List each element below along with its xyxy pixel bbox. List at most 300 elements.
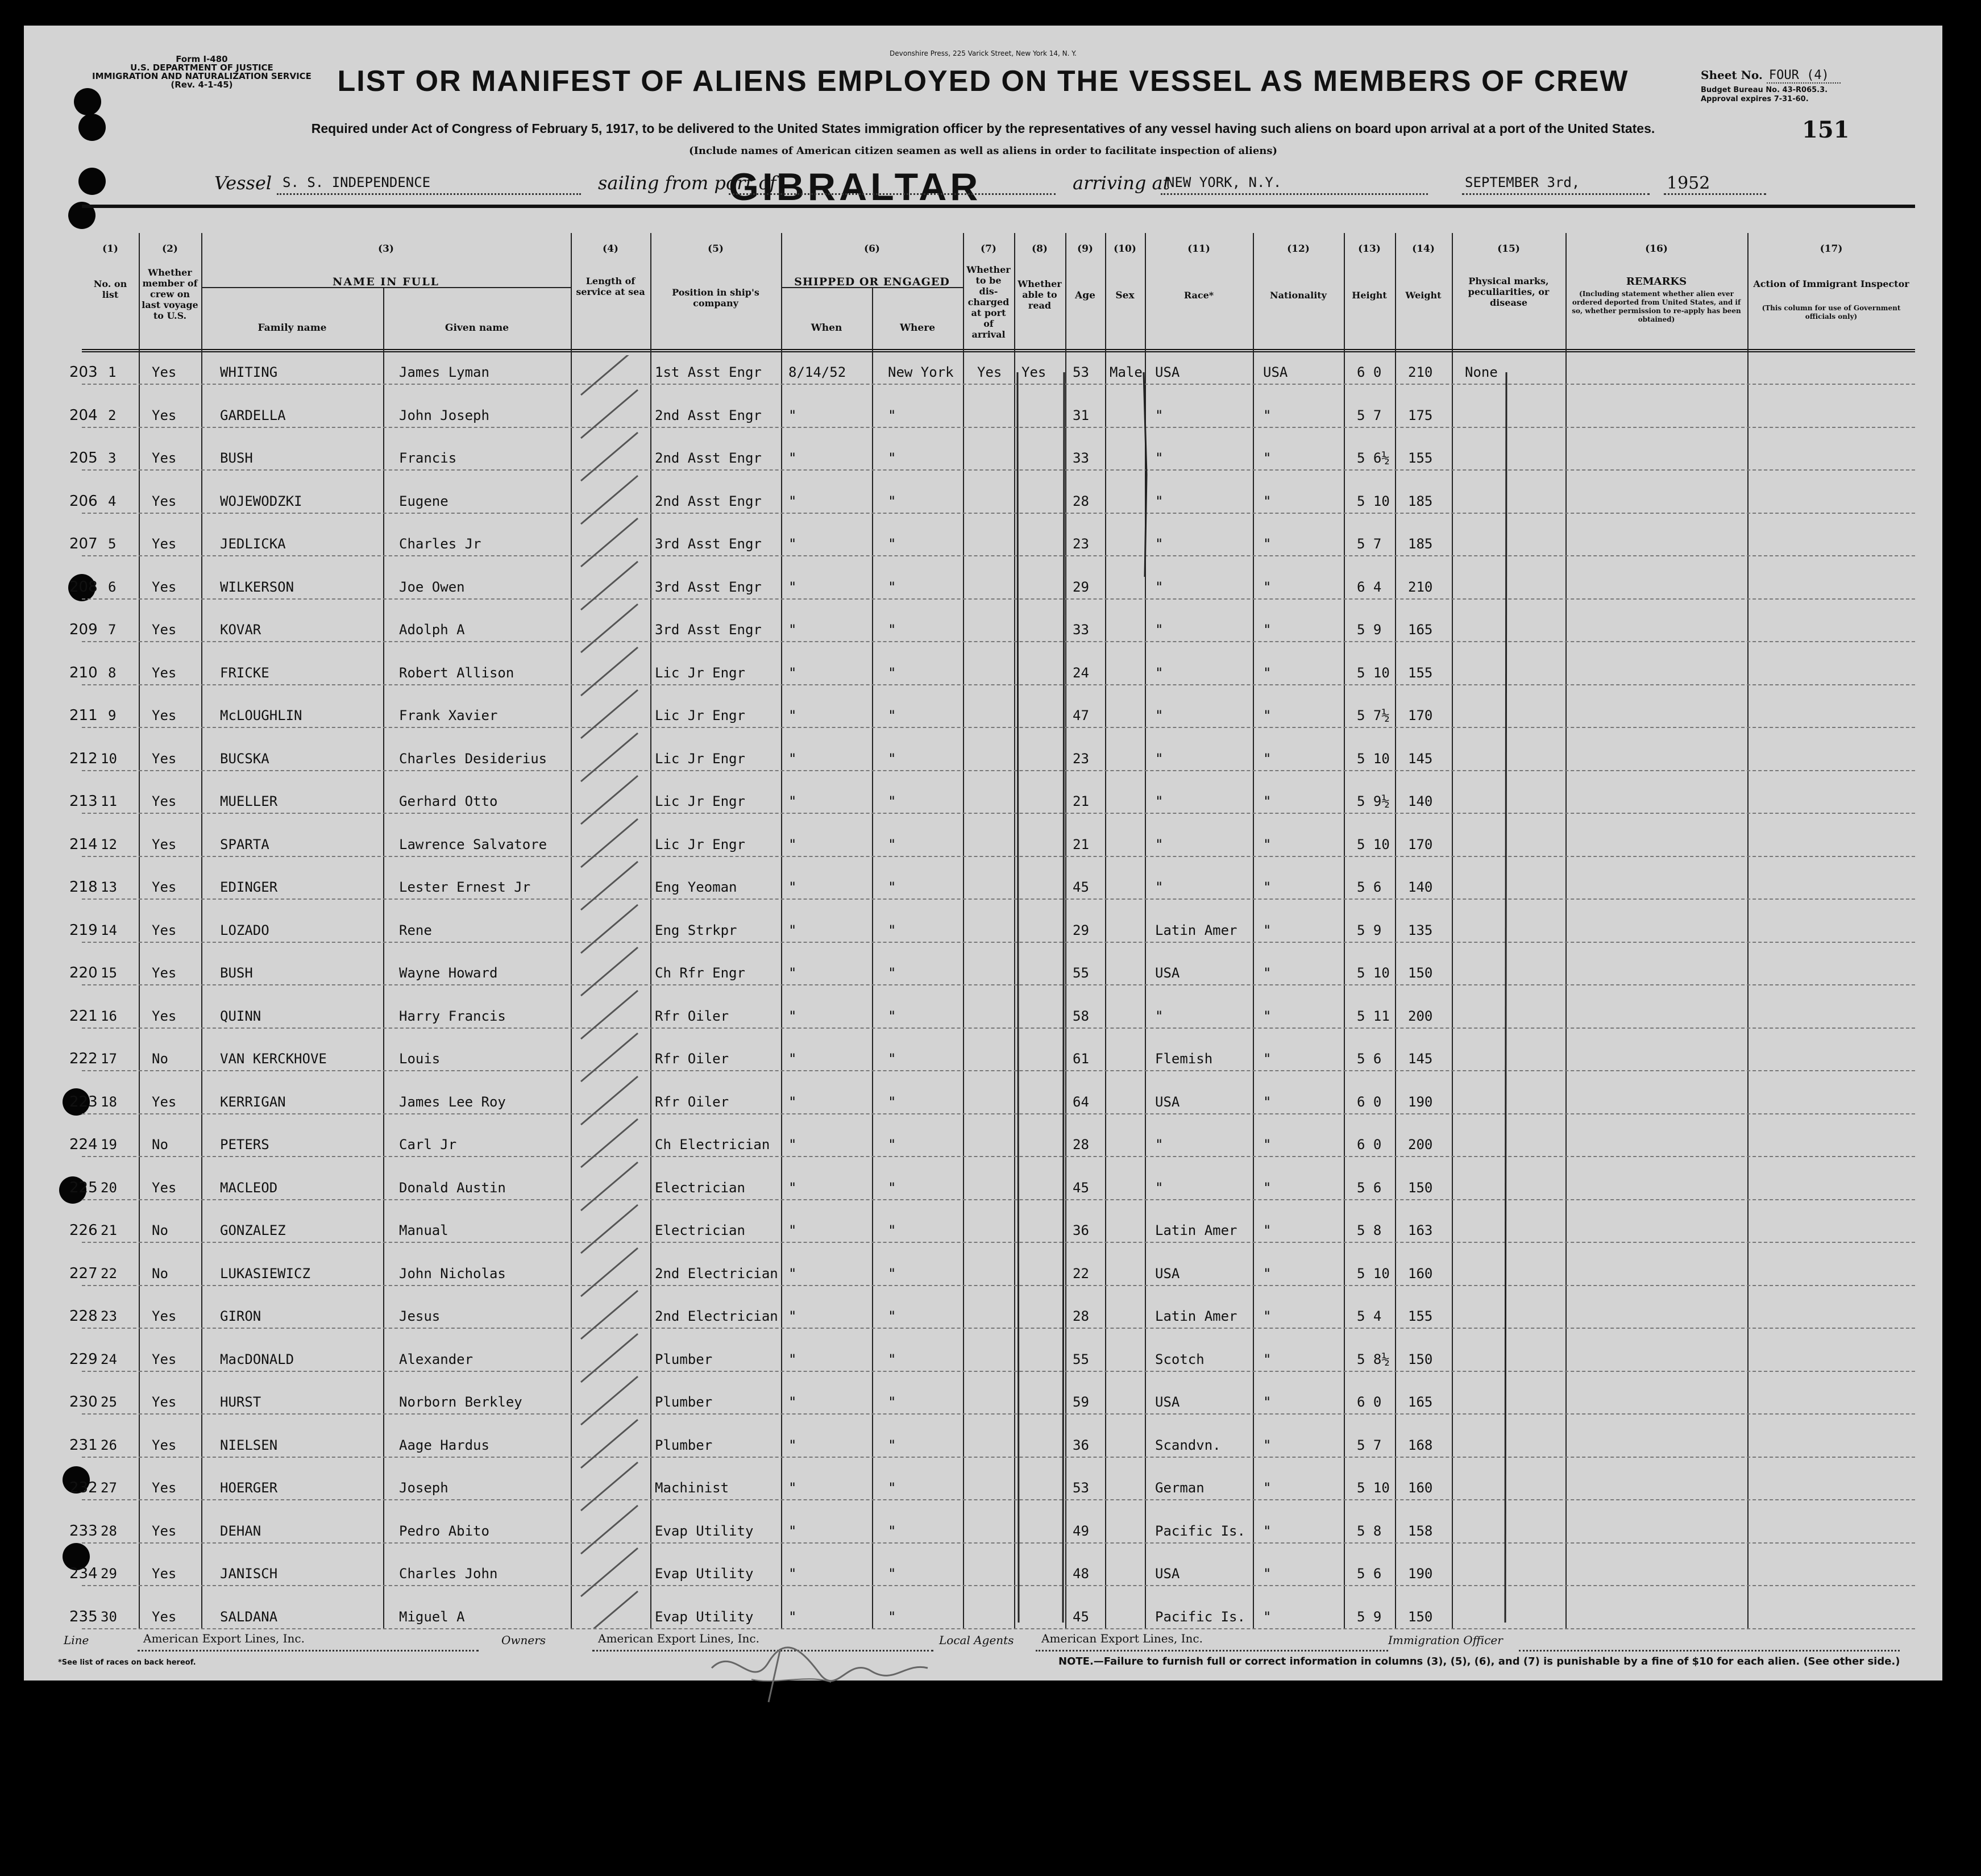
given-name: Robert Allison	[399, 665, 514, 681]
position: 3rd Asst Engr	[655, 579, 762, 595]
race: USA	[1155, 1394, 1180, 1410]
nationality: "	[1263, 407, 1272, 423]
age: 28	[1073, 1308, 1089, 1324]
race: Latin Amer	[1155, 1222, 1237, 1238]
column-number: (6)	[864, 243, 880, 255]
weight: 165	[1408, 1394, 1433, 1410]
race: "	[1155, 879, 1164, 895]
list-number: 14	[101, 922, 117, 938]
family-name: GONZALEZ	[220, 1222, 286, 1238]
height: 5 6	[1357, 1566, 1382, 1582]
shipped-date: "	[788, 536, 797, 552]
column-header-action-note: (This column for use of Government officials only)	[1762, 304, 1901, 321]
family-name: GIRON	[220, 1308, 261, 1324]
column-header-when: When	[811, 322, 842, 334]
list-number: 3	[108, 450, 117, 466]
nationality: "	[1263, 1566, 1272, 1582]
crew-status: Yes	[152, 1180, 177, 1196]
crew-status: Yes	[152, 837, 177, 852]
given-name: Francis	[399, 450, 457, 466]
shipped-date: "	[788, 1566, 797, 1582]
agents-label: Local Agents	[939, 1633, 1014, 1647]
vessel-name: S. S. INDEPENDENCE	[283, 174, 431, 190]
list-number: 24	[101, 1351, 117, 1367]
age: 21	[1073, 793, 1089, 809]
serial-number: 205	[69, 450, 98, 467]
position: Rfr Oiler	[655, 1051, 729, 1067]
height: 5 8	[1357, 1523, 1382, 1539]
weight: 185	[1408, 493, 1433, 509]
column-header-h2: Whether member of crew on last voyage to U.S.	[142, 267, 198, 321]
race: Flemish	[1155, 1051, 1213, 1067]
height: 6 0	[1357, 364, 1382, 380]
height: 5 7	[1357, 536, 1382, 552]
weight: 210	[1408, 579, 1433, 595]
crew-status: Yes	[152, 793, 177, 809]
include-note: (Include names of American citizen seamen as well as aliens in order to facilitate inspection of aliens)	[688, 145, 1278, 157]
owners-label: Owners	[501, 1633, 546, 1647]
race: Pacific Is.	[1155, 1609, 1245, 1625]
list-number: 11	[101, 793, 117, 809]
serial-number: 218	[69, 879, 98, 896]
shipped-where: "	[888, 1137, 896, 1153]
shipped-where: "	[888, 1566, 896, 1582]
weight: 210	[1408, 364, 1433, 380]
weight: 200	[1408, 1137, 1433, 1153]
shipped-date: "	[788, 1437, 797, 1453]
position: 2nd Electrician	[655, 1266, 778, 1282]
crew-status: Yes	[152, 1394, 177, 1410]
shipped-where: "	[888, 1180, 896, 1196]
serial-number: 234	[69, 1565, 98, 1582]
nationality: "	[1263, 536, 1272, 552]
family-name: NIELSEN	[220, 1437, 278, 1453]
height: 6 0	[1357, 1094, 1382, 1110]
position: Plumber	[655, 1351, 713, 1367]
crew-status: Yes	[152, 751, 177, 767]
race: "	[1155, 579, 1164, 595]
family-name: SALDANA	[220, 1609, 278, 1625]
crew-status: Yes	[152, 1609, 177, 1625]
column-number: (4)	[603, 243, 618, 255]
age: 55	[1073, 965, 1089, 981]
list-number: 15	[101, 965, 117, 981]
age: 24	[1073, 665, 1089, 681]
shipped-date: "	[788, 1051, 797, 1067]
age: 45	[1073, 879, 1089, 895]
age: 22	[1073, 1266, 1089, 1282]
service-name: IMMIGRATION AND NATURALIZATION SERVICE	[92, 71, 312, 81]
position: Lic Jr Engr	[655, 837, 745, 852]
race: "	[1155, 493, 1164, 509]
nationality: "	[1263, 1137, 1272, 1153]
weight: 163	[1408, 1222, 1433, 1238]
serial-number: 224	[69, 1136, 98, 1153]
serial-number: 212	[69, 750, 98, 767]
column-number: (5)	[708, 243, 724, 255]
nationality: "	[1263, 622, 1272, 638]
arrival-port: NEW YORK, N.Y.	[1166, 174, 1282, 190]
list-number: 29	[101, 1566, 117, 1582]
position: Electrician	[655, 1222, 745, 1238]
column-header-action: Action of Immigrant Inspector	[1753, 278, 1909, 289]
family-name: LUKASIEWICZ	[220, 1266, 310, 1282]
column-number: (13)	[1358, 243, 1381, 255]
family-name: MUELLER	[220, 793, 278, 809]
given-name: Gerhard Otto	[399, 793, 498, 809]
list-number: 28	[101, 1523, 117, 1539]
weight: 190	[1408, 1566, 1433, 1582]
given-name: James Lee Roy	[399, 1094, 506, 1110]
shipped-date: "	[788, 493, 797, 509]
given-name: John Nicholas	[399, 1266, 506, 1282]
nationality: "	[1263, 793, 1272, 809]
family-name: KERRIGAN	[220, 1094, 286, 1110]
family-name: FRICKE	[220, 665, 269, 681]
position: Machinist	[655, 1480, 729, 1496]
page-number: 151	[1802, 117, 1850, 143]
column-header-h8: Whether able to read	[1018, 278, 1062, 311]
shipped-date: "	[788, 665, 797, 681]
position: Eng Yeoman	[655, 879, 737, 895]
column-number: (9)	[1077, 243, 1093, 255]
age: 45	[1073, 1180, 1089, 1196]
given-name: Donald Austin	[399, 1180, 506, 1196]
position: 1st Asst Engr	[655, 364, 762, 380]
serial-number: 209	[69, 621, 98, 638]
list-number: 7	[108, 622, 117, 638]
column-header-remarks: REMARKS	[1626, 276, 1687, 288]
crew-status: No	[152, 1266, 168, 1282]
form-number: Form I-480	[176, 54, 228, 64]
height: 5 10	[1357, 837, 1390, 852]
column-number: (10)	[1114, 243, 1136, 255]
height: 5 7	[1357, 407, 1382, 423]
sailing-label: sailing from port of	[598, 172, 776, 194]
list-number: 30	[101, 1609, 117, 1625]
crew-status: Yes	[152, 450, 177, 466]
able-to-read: Yes	[1021, 364, 1046, 380]
shipped-date: "	[788, 579, 797, 595]
given-name: James Lyman	[399, 364, 489, 380]
height: 5 9	[1357, 622, 1382, 638]
serial-number: 206	[69, 493, 98, 510]
shipped-date: "	[788, 407, 797, 423]
serial-number: 225	[69, 1179, 98, 1196]
given-name: Frank Xavier	[399, 708, 498, 723]
pencil-marks	[570, 355, 666, 1628]
nationality: "	[1263, 1308, 1272, 1324]
owners-value: American Export Lines, Inc.	[598, 1632, 759, 1645]
column-header-h7: Whether to be dis-charged at port of arrival	[966, 264, 1011, 340]
nationality: "	[1263, 1351, 1272, 1367]
height: 5 9	[1357, 922, 1382, 938]
shipped-where: "	[888, 622, 896, 638]
list-number: 21	[101, 1222, 117, 1238]
race: "	[1155, 622, 1164, 638]
family-name: JANISCH	[220, 1566, 278, 1582]
serial-number: 230	[69, 1394, 98, 1411]
shipped-where: "	[888, 879, 896, 895]
nationality: "	[1263, 1394, 1272, 1410]
race: "	[1155, 837, 1164, 852]
shipped-date: "	[788, 1266, 797, 1282]
family-name: GARDELLA	[220, 407, 286, 423]
height: 5 7	[1357, 1437, 1382, 1453]
height: 5 6	[1357, 1051, 1382, 1067]
ditto-lines	[979, 372, 1178, 1628]
crew-status: Yes	[152, 1094, 177, 1110]
shipped-where: "	[888, 793, 896, 809]
shipped-date: "	[788, 879, 797, 895]
age: 59	[1073, 1394, 1089, 1410]
revision-date: (Rev. 4-1-45)	[171, 80, 233, 90]
shipped-where: "	[888, 1008, 896, 1024]
nationality: "	[1263, 579, 1272, 595]
shipped-where: "	[888, 965, 896, 981]
height: 5 6	[1357, 879, 1382, 895]
race: "	[1155, 407, 1164, 423]
age: 31	[1073, 407, 1089, 423]
position: Plumber	[655, 1394, 713, 1410]
position: 2nd Electrician	[655, 1308, 778, 1324]
age: 58	[1073, 1008, 1089, 1024]
height: 5 8½	[1357, 1351, 1390, 1367]
shipped-date: "	[788, 1180, 797, 1196]
list-number: 27	[101, 1480, 117, 1496]
list-number: 26	[101, 1437, 117, 1453]
column-header-where: Where	[899, 322, 936, 334]
shipped-date: "	[788, 922, 797, 938]
position: Lic Jr Engr	[655, 751, 745, 767]
weight: 155	[1408, 1308, 1433, 1324]
nationality: "	[1263, 1609, 1272, 1625]
age: 29	[1073, 579, 1089, 595]
race: "	[1155, 708, 1164, 723]
nationality: "	[1263, 1051, 1272, 1067]
height: 5 10	[1357, 751, 1390, 767]
race: USA	[1155, 1566, 1180, 1582]
position: Lic Jr Engr	[655, 793, 745, 809]
shipped-date: "	[788, 965, 797, 981]
page-title: LIST OR MANIFEST OF ALIENS EMPLOYED ON THE VESSEL AS MEMBERS OF CREW	[337, 65, 1629, 98]
sex: Male	[1110, 364, 1143, 380]
age: 55	[1073, 1351, 1089, 1367]
nationality: "	[1263, 1180, 1272, 1196]
crew-status: Yes	[152, 1308, 177, 1324]
given-name: Charles Desiderius	[399, 751, 547, 767]
race: German	[1155, 1480, 1205, 1496]
given-name: Aage Hardus	[399, 1437, 489, 1453]
weight: 200	[1408, 1008, 1433, 1024]
given-name: Charles Jr	[399, 536, 481, 552]
header-divider	[201, 287, 571, 288]
column-number: (17)	[1820, 243, 1843, 255]
column-header-remarks-note: (Including statement whether alien ever ordered deported from United States, and if so, whether permission to re-apply has been obtained)	[1572, 290, 1741, 323]
weight: 140	[1408, 793, 1433, 809]
serial-number: 210	[69, 664, 98, 681]
column-number: (3)	[378, 243, 394, 255]
height: 5 8	[1357, 1222, 1382, 1238]
printer-line: Devonshire Press, 225 Varick Street, New York 14, N. Y.	[890, 49, 1077, 57]
serial-number: 231	[69, 1437, 98, 1454]
family-name: BUSH	[220, 450, 253, 466]
column-header-given-name: Given name	[445, 322, 509, 334]
given-name: Wayne Howard	[399, 965, 498, 981]
position: 2nd Asst Engr	[655, 493, 762, 509]
crew-status: Yes	[152, 708, 177, 723]
family-name: EDINGER	[220, 879, 278, 895]
shipped-where: "	[888, 1051, 896, 1067]
shipped-date: "	[788, 1609, 797, 1625]
race: "	[1155, 1180, 1164, 1196]
serial-number: 214	[69, 836, 98, 853]
weight: 168	[1408, 1437, 1433, 1453]
list-number: 17	[101, 1051, 117, 1067]
weight: 175	[1408, 407, 1433, 423]
shipped-date: "	[788, 793, 797, 809]
weight: 135	[1408, 922, 1433, 938]
column-number: (15)	[1497, 243, 1520, 255]
height: 5 10	[1357, 965, 1390, 981]
manifest-sheet	[24, 26, 1942, 1681]
age: 21	[1073, 837, 1089, 852]
shipped-where: "	[888, 1351, 896, 1367]
race: USA	[1155, 965, 1180, 981]
shipped-where: "	[888, 708, 896, 723]
height: 5 7½	[1357, 708, 1390, 723]
list-number: 12	[101, 837, 117, 852]
nationality: "	[1263, 1094, 1272, 1110]
officer-label: Immigration Officer	[1388, 1633, 1503, 1647]
departure-port: GIBRALTAR	[729, 165, 982, 209]
shipped-date: "	[788, 622, 797, 638]
column-header-h12: Nationality	[1270, 290, 1327, 301]
position: Ch Electrician	[655, 1137, 770, 1153]
crew-status: Yes	[152, 1566, 177, 1582]
nationality: "	[1263, 1437, 1272, 1453]
column-header-family-name: Family name	[258, 322, 327, 334]
family-name: PETERS	[220, 1137, 269, 1153]
shipped-date: "	[788, 708, 797, 723]
crew-status: Yes	[152, 407, 177, 423]
given-name: Alexander	[399, 1351, 474, 1367]
weight: 170	[1408, 708, 1433, 723]
list-number: 22	[101, 1266, 117, 1282]
given-name: Lawrence Salvatore	[399, 837, 547, 852]
punch-hole	[78, 168, 106, 195]
family-name: VAN KERCKHOVE	[220, 1051, 327, 1067]
height: 6 0	[1357, 1137, 1382, 1153]
shipped-where: "	[888, 493, 896, 509]
weight: 190	[1408, 1094, 1433, 1110]
family-name: WILKERSON	[220, 579, 294, 595]
nationality: "	[1263, 879, 1272, 895]
shipped-date: "	[788, 450, 797, 466]
nationality: "	[1263, 450, 1272, 466]
shipped-where: "	[888, 1394, 896, 1410]
height: 5 6½	[1357, 450, 1390, 466]
shipped-where: "	[888, 1308, 896, 1324]
age: 28	[1073, 493, 1089, 509]
crew-status: Yes	[152, 965, 177, 981]
nationality: "	[1263, 493, 1272, 509]
vessel-label: Vessel	[214, 172, 272, 194]
age: 33	[1073, 450, 1089, 466]
column-number: (14)	[1412, 243, 1435, 255]
column-header-h5: Position in ship's company	[672, 287, 759, 309]
race-footnote: *See list of races on back hereof.	[58, 1658, 196, 1667]
family-name: BUSH	[220, 965, 253, 981]
list-number: 19	[101, 1137, 117, 1153]
column-number: (1)	[102, 243, 118, 255]
age: 36	[1073, 1222, 1089, 1238]
position: 3rd Asst Engr	[655, 622, 762, 638]
column-number: (11)	[1187, 243, 1210, 255]
list-number: 6	[108, 579, 117, 595]
race: Scandvn.	[1155, 1437, 1221, 1453]
budget-info	[1701, 86, 1828, 104]
column-number: (16)	[1645, 243, 1668, 255]
weight: 150	[1408, 1180, 1433, 1196]
department-name: U.S. DEPARTMENT OF JUSTICE	[130, 63, 273, 73]
age: 53	[1073, 364, 1089, 380]
shipped-where: "	[888, 1266, 896, 1282]
signature	[700, 1640, 939, 1708]
age: 33	[1073, 622, 1089, 638]
shipped-where: "	[888, 665, 896, 681]
weight: 150	[1408, 965, 1433, 981]
crew-status: Yes	[152, 922, 177, 938]
height: 5 9	[1357, 1609, 1382, 1625]
position: Plumber	[655, 1437, 713, 1453]
shipped-where: "	[888, 1094, 896, 1110]
list-number: 16	[101, 1008, 117, 1024]
ditto-line-marks	[1479, 372, 1525, 1628]
row-rule	[82, 1628, 1915, 1629]
height: 5 10	[1357, 665, 1390, 681]
position: Rfr Oiler	[655, 1094, 729, 1110]
position: Evap Utility	[655, 1523, 754, 1539]
serial-number: 207	[69, 535, 98, 552]
list-number: 2	[108, 407, 117, 423]
crew-status: Yes	[152, 579, 177, 595]
shipped-date: "	[788, 1480, 797, 1496]
crew-status: No	[152, 1222, 168, 1238]
crew-status: Yes	[152, 493, 177, 509]
weight: 158	[1408, 1523, 1433, 1539]
family-name: McLOUGHLIN	[220, 708, 302, 723]
given-name: Miguel A	[399, 1609, 465, 1625]
weight: 150	[1408, 1351, 1433, 1367]
shipped-where: "	[888, 1437, 896, 1453]
crew-status: No	[152, 1051, 168, 1067]
given-name: Louis	[399, 1051, 441, 1067]
serial-number: 208	[69, 579, 98, 596]
shipped-date: "	[788, 751, 797, 767]
given-name: Lester Ernest Jr	[399, 879, 531, 895]
list-number: 1	[108, 364, 117, 380]
weight: 160	[1408, 1480, 1433, 1496]
family-name: MacDONALD	[220, 1351, 294, 1367]
shipped-where: "	[888, 1609, 896, 1625]
family-name: LOZADO	[220, 922, 269, 938]
race: "	[1155, 751, 1164, 767]
family-name: HURST	[220, 1394, 261, 1410]
column-header-h1: No. on list	[93, 278, 127, 300]
shipped-where: "	[888, 922, 896, 938]
position: Electrician	[655, 1180, 745, 1196]
